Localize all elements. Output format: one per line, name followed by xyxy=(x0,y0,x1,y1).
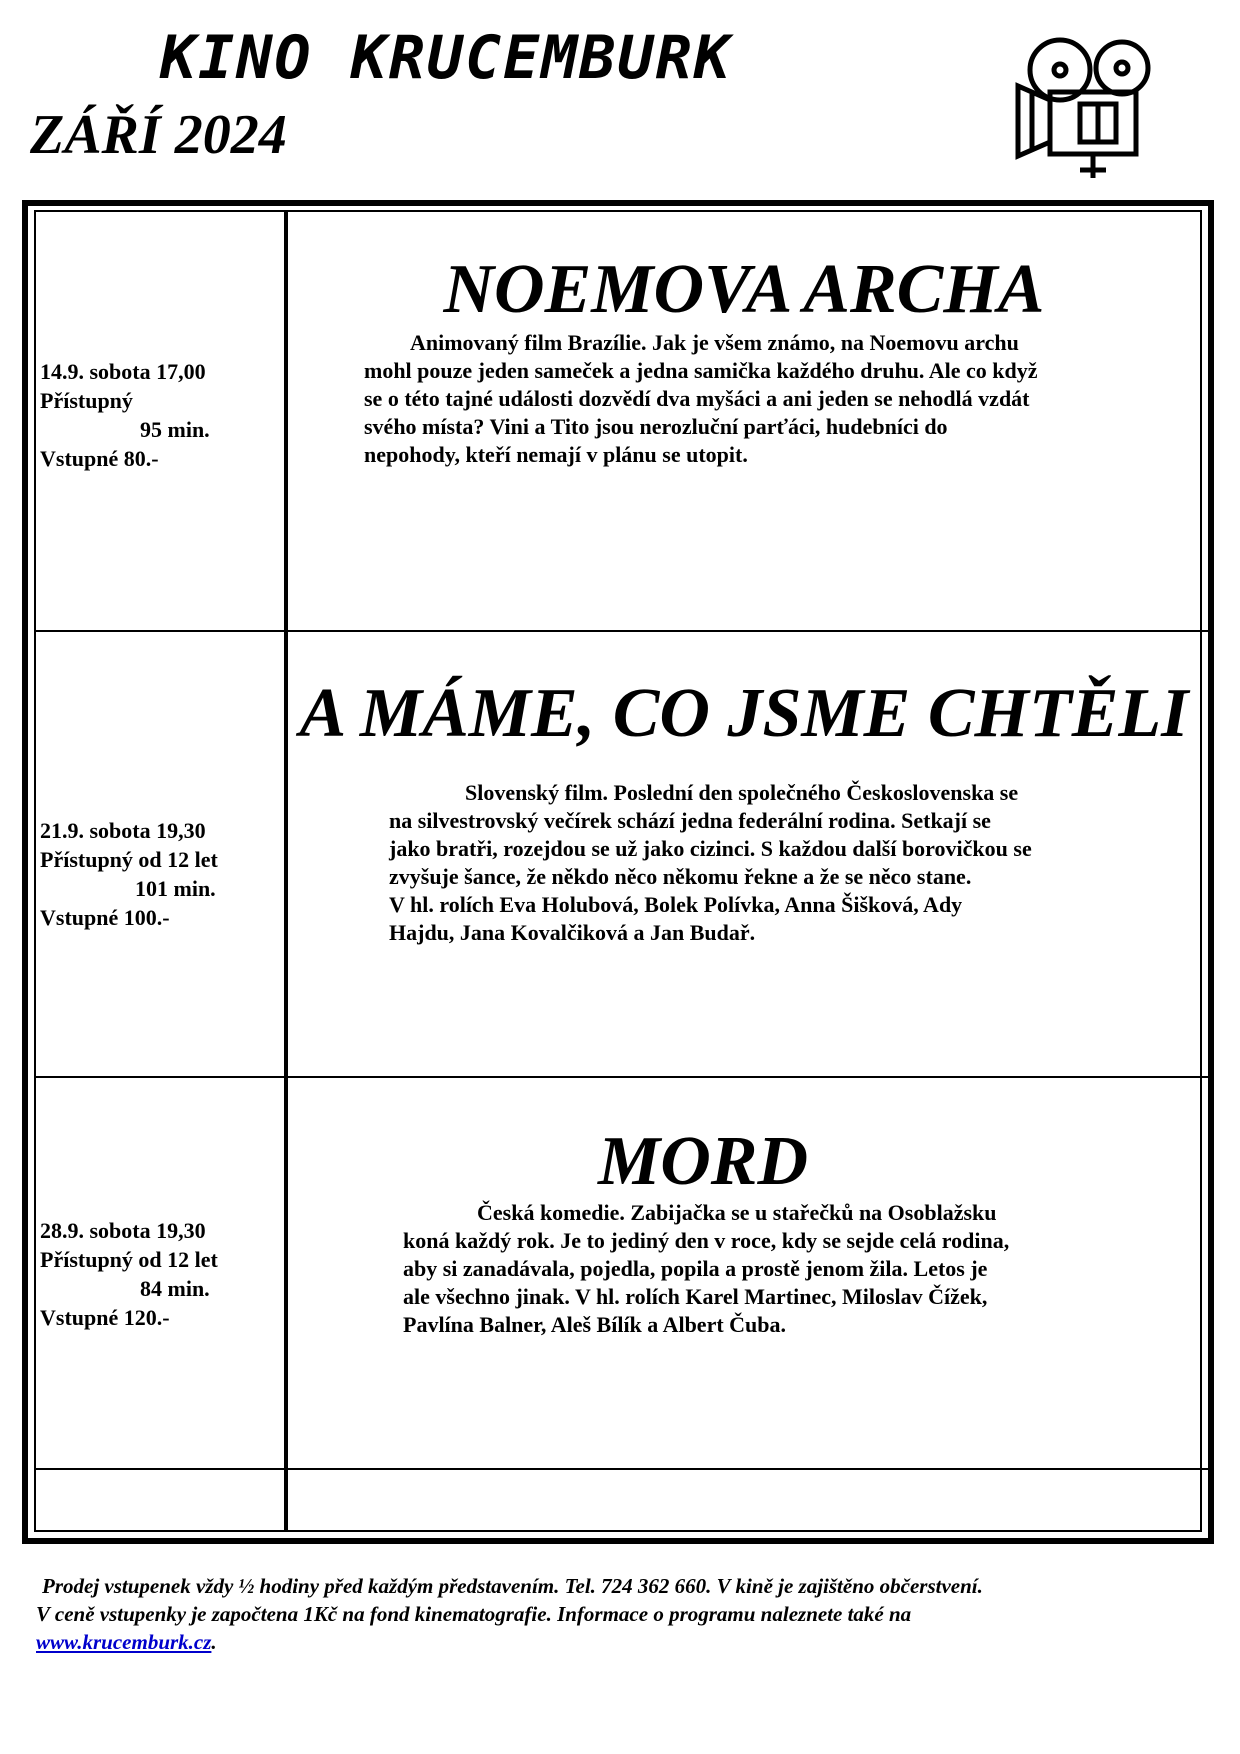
duration: 84 min. xyxy=(140,1276,210,1301)
footer-period: . xyxy=(211,1630,217,1654)
table-inner-border-right xyxy=(1200,212,1202,1532)
footer-link-line xyxy=(36,1628,1216,1656)
film-description xyxy=(403,1199,1009,1339)
description-line: nepohody, kteří nemají v plánu se utopit. xyxy=(364,442,748,467)
age-rating: Přístupný od 12 let xyxy=(40,1247,218,1272)
ticket-price: Vstupné 120.- xyxy=(40,1305,170,1330)
film-title: NOEMOVA ARCHA xyxy=(443,251,1045,328)
table-inner-border-top xyxy=(34,210,1202,212)
ticket-price: Vstupné 100.- xyxy=(40,905,170,930)
age-rating: Přístupný od 12 let xyxy=(40,847,218,872)
description-line: Animovaný film Brazílie. Jak je všem známo, na Noemovu archu xyxy=(410,330,1019,355)
cinema-title: KINO KRUCEMBURK xyxy=(160,23,732,93)
program-month: ZÁŘÍ 2024 xyxy=(30,104,287,166)
table-inner-border-bottom xyxy=(34,1530,1202,1532)
description-line: V hl. rolích Eva Holubová, Bolek Polívka, Anna Šišková, Ady xyxy=(389,892,963,917)
description-line: svého místa? Vini a Tito jsou nerozluční parťáci, hudebníci do xyxy=(364,414,948,439)
description-line: zvyšuje šance, že někdo něco někomu řekne a že se něco stane. xyxy=(389,864,972,889)
table-row-divider xyxy=(36,630,1212,632)
screening-info xyxy=(40,357,280,473)
duration: 95 min. xyxy=(140,417,210,442)
description-line: Slovenský film. Poslední den společného Československa se xyxy=(465,780,1019,805)
screening-date: 14.9. sobota 17,00 xyxy=(40,359,206,384)
footer-line: V ceně vstupenky je započtena 1Kč na fond kinematografie. Informace o programu naleznete také na xyxy=(36,1602,912,1626)
table-row-divider xyxy=(36,1076,1212,1078)
table-inner-border-left xyxy=(34,212,36,1532)
website-link[interactable]: www.krucemburk.cz xyxy=(36,1630,212,1654)
description-line: mohl pouze jeden sameček a jedna samička každého druhu. Ale co když xyxy=(364,358,1038,383)
screening-date: 21.9. sobota 19,30 xyxy=(40,818,206,843)
description-line: Hajdu, Jana Kovalčiková a Jan Budař. xyxy=(389,920,756,945)
film-title: MORD xyxy=(597,1123,809,1200)
description-line: aby si zanadávala, pojedla, popila a prostě jenom žila. Letos je xyxy=(403,1256,988,1281)
film-description xyxy=(389,779,1032,947)
screening-info xyxy=(40,1216,280,1332)
screening-info xyxy=(40,816,280,932)
footer-notice xyxy=(36,1572,1216,1656)
film-camera-icon xyxy=(1010,30,1170,180)
table-row-divider xyxy=(36,1468,1212,1470)
description-line: Pavlína Balner, Aleš Bílík a Albert Čuba. xyxy=(403,1312,787,1337)
footer-line: Prodej vstupenek vždy ½ hodiny před každým představením. Tel. 724 362 660. V kině je zajištěno občerstvení. xyxy=(42,1574,983,1598)
description-line: ale všechno jinak. V hl. rolích Karel Martinec, Miloslav Čížek, xyxy=(403,1284,988,1309)
description-line: na silvestrovský večírek schází jedna federální rodina. Setkají se xyxy=(389,808,991,833)
film-title: A MÁME, CO JSME CHTĚLI xyxy=(299,675,1189,752)
table-column-divider xyxy=(284,212,288,1532)
description-line: se o této tajné události dozvědí dva myšáci a ani jeden se nehodlá vzdát xyxy=(364,386,1030,411)
screening-date: 28.9. sobota 19,30 xyxy=(40,1218,206,1243)
duration: 101 min. xyxy=(135,876,216,901)
ticket-price: Vstupné 80.- xyxy=(40,446,159,471)
age-rating: Přístupný xyxy=(40,388,133,413)
description-line: jako bratři, rozejdou se už jako cizinci. S každou další borovičkou se xyxy=(389,836,1032,861)
description-line: Česká komedie. Zabijačka se u stařečků na Osoblažsku xyxy=(477,1200,997,1225)
film-description xyxy=(364,329,1037,469)
description-line: koná každý rok. Je to jediný den v roce, kdy se sejde celá rodina, xyxy=(403,1228,1010,1253)
